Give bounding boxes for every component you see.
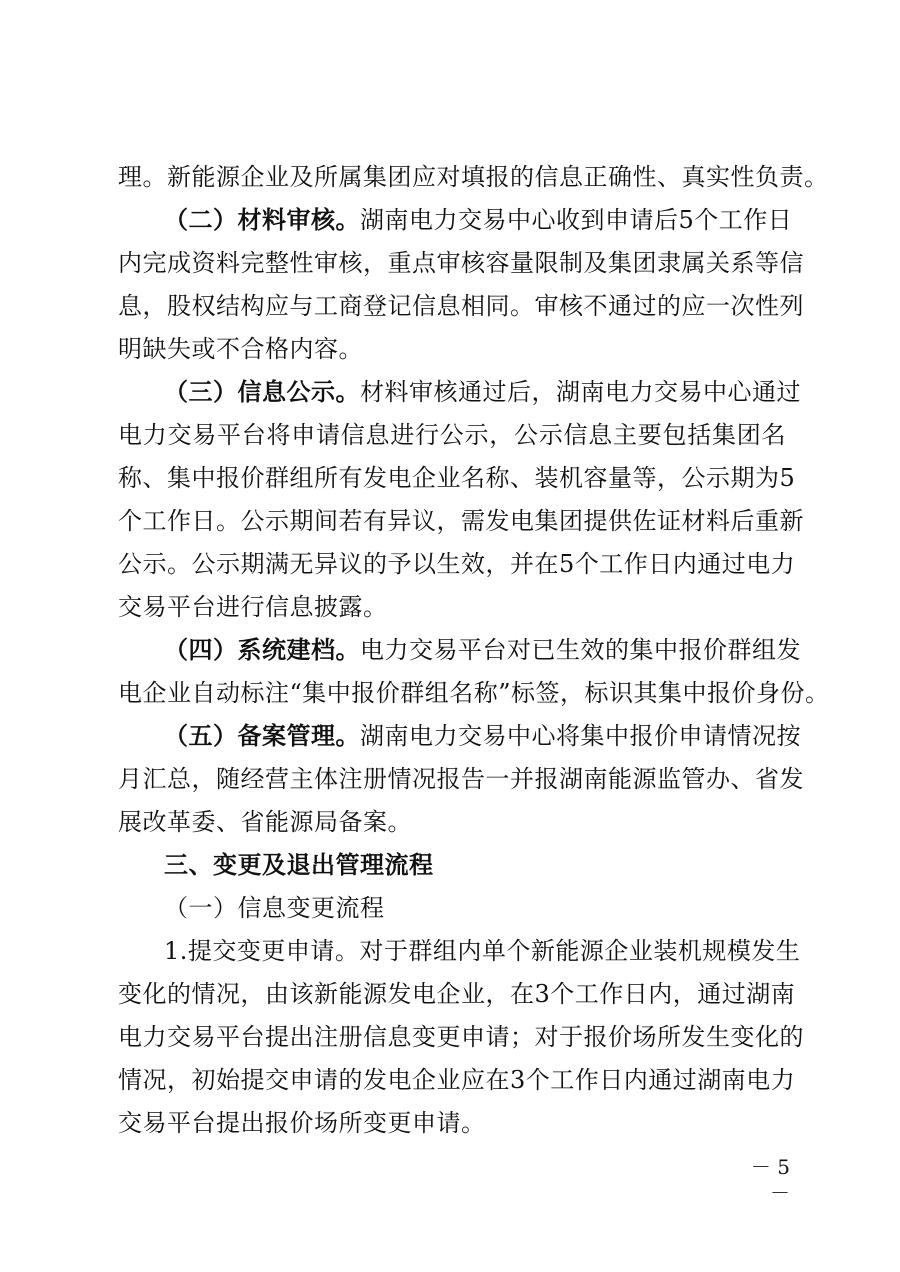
paragraph-text: 湖南电力交易中心将集中报价申请情况按: [360, 722, 801, 750]
paragraph-text: 展改革委、省能源局备案。: [118, 808, 412, 836]
paragraph-text: 月汇总，随经营主体注册情况报告一并报湖南能源监管办、省发: [118, 765, 804, 793]
paragraph-text: 湖南电力交易中心收到申请后5个工作日: [360, 206, 793, 234]
paragraph-text: 材料审核通过后，湖南电力交易中心通过: [360, 378, 801, 406]
paragraph-text: 公示。公示期满无异议的予以生效，并在5个工作日内通过电力: [118, 550, 796, 578]
paragraph-lead: （五）备案管理。: [164, 721, 360, 750]
paragraph-text: 变化的情况，由该新能源发电企业，在3个工作日内，通过湖南: [118, 980, 796, 1008]
page-number: － 5 －: [750, 1155, 790, 1205]
paragraph-text: 明缺失或不合格内容。: [118, 335, 363, 363]
paragraph-text: 1.提交变更申请。对于群组内单个新能源企业装机规模发生: [164, 937, 801, 965]
paragraph-text: 理。新能源企业及所属集团应对填报的信息正确性、真实性负责。: [118, 163, 829, 191]
paragraph-text: 电力交易平台提出注册信息变更申请；对于报价场所发生变化的: [118, 1023, 804, 1051]
paragraph-text: 电力交易平台对已生效的集中报价群组发: [360, 636, 801, 664]
paragraph-line: [164, 377, 801, 407]
paragraph-lead: （二）材料审核。: [164, 205, 360, 234]
subsection-heading: （一）信息变更流程: [164, 894, 385, 922]
paragraph-text: 个工作日。公示期间若有异议，需发电集团提供佐证材料后重新: [118, 507, 804, 535]
paragraph-lead: （四）系统建档。: [164, 635, 360, 664]
paragraph-text: 交易平台提出报价场所变更申请。: [118, 1109, 486, 1137]
paragraph-lead: （三）信息公示。: [164, 377, 360, 406]
section-heading: 三、变更及退出管理流程: [164, 851, 434, 879]
paragraph-line: [164, 721, 801, 751]
paragraph-text: 交易平台进行信息披露。: [118, 593, 388, 621]
paragraph-line: [164, 205, 793, 235]
paragraph-line: [164, 635, 801, 665]
paragraph-text: 内完成资料完整性审核，重点审核容量限制及集团隶属关系等信: [118, 249, 804, 277]
paragraph-text: 电企业自动标注“集中报价群组名称”标签，标识其集中报价身份。: [118, 679, 830, 707]
paragraph-text: 情况，初始提交申请的发电企业应在3个工作日内通过湖南电力: [118, 1066, 796, 1094]
paragraph-text: 称、集中报价群组所有发电企业名称、装机容量等，公示期为5: [118, 464, 796, 492]
paragraph-text: 息，股权结构应与工商登记信息相同。审核不通过的应一次性列: [118, 292, 804, 320]
paragraph-text: 电力交易平台将申请信息进行公示，公示信息主要包括集团名: [118, 421, 786, 449]
